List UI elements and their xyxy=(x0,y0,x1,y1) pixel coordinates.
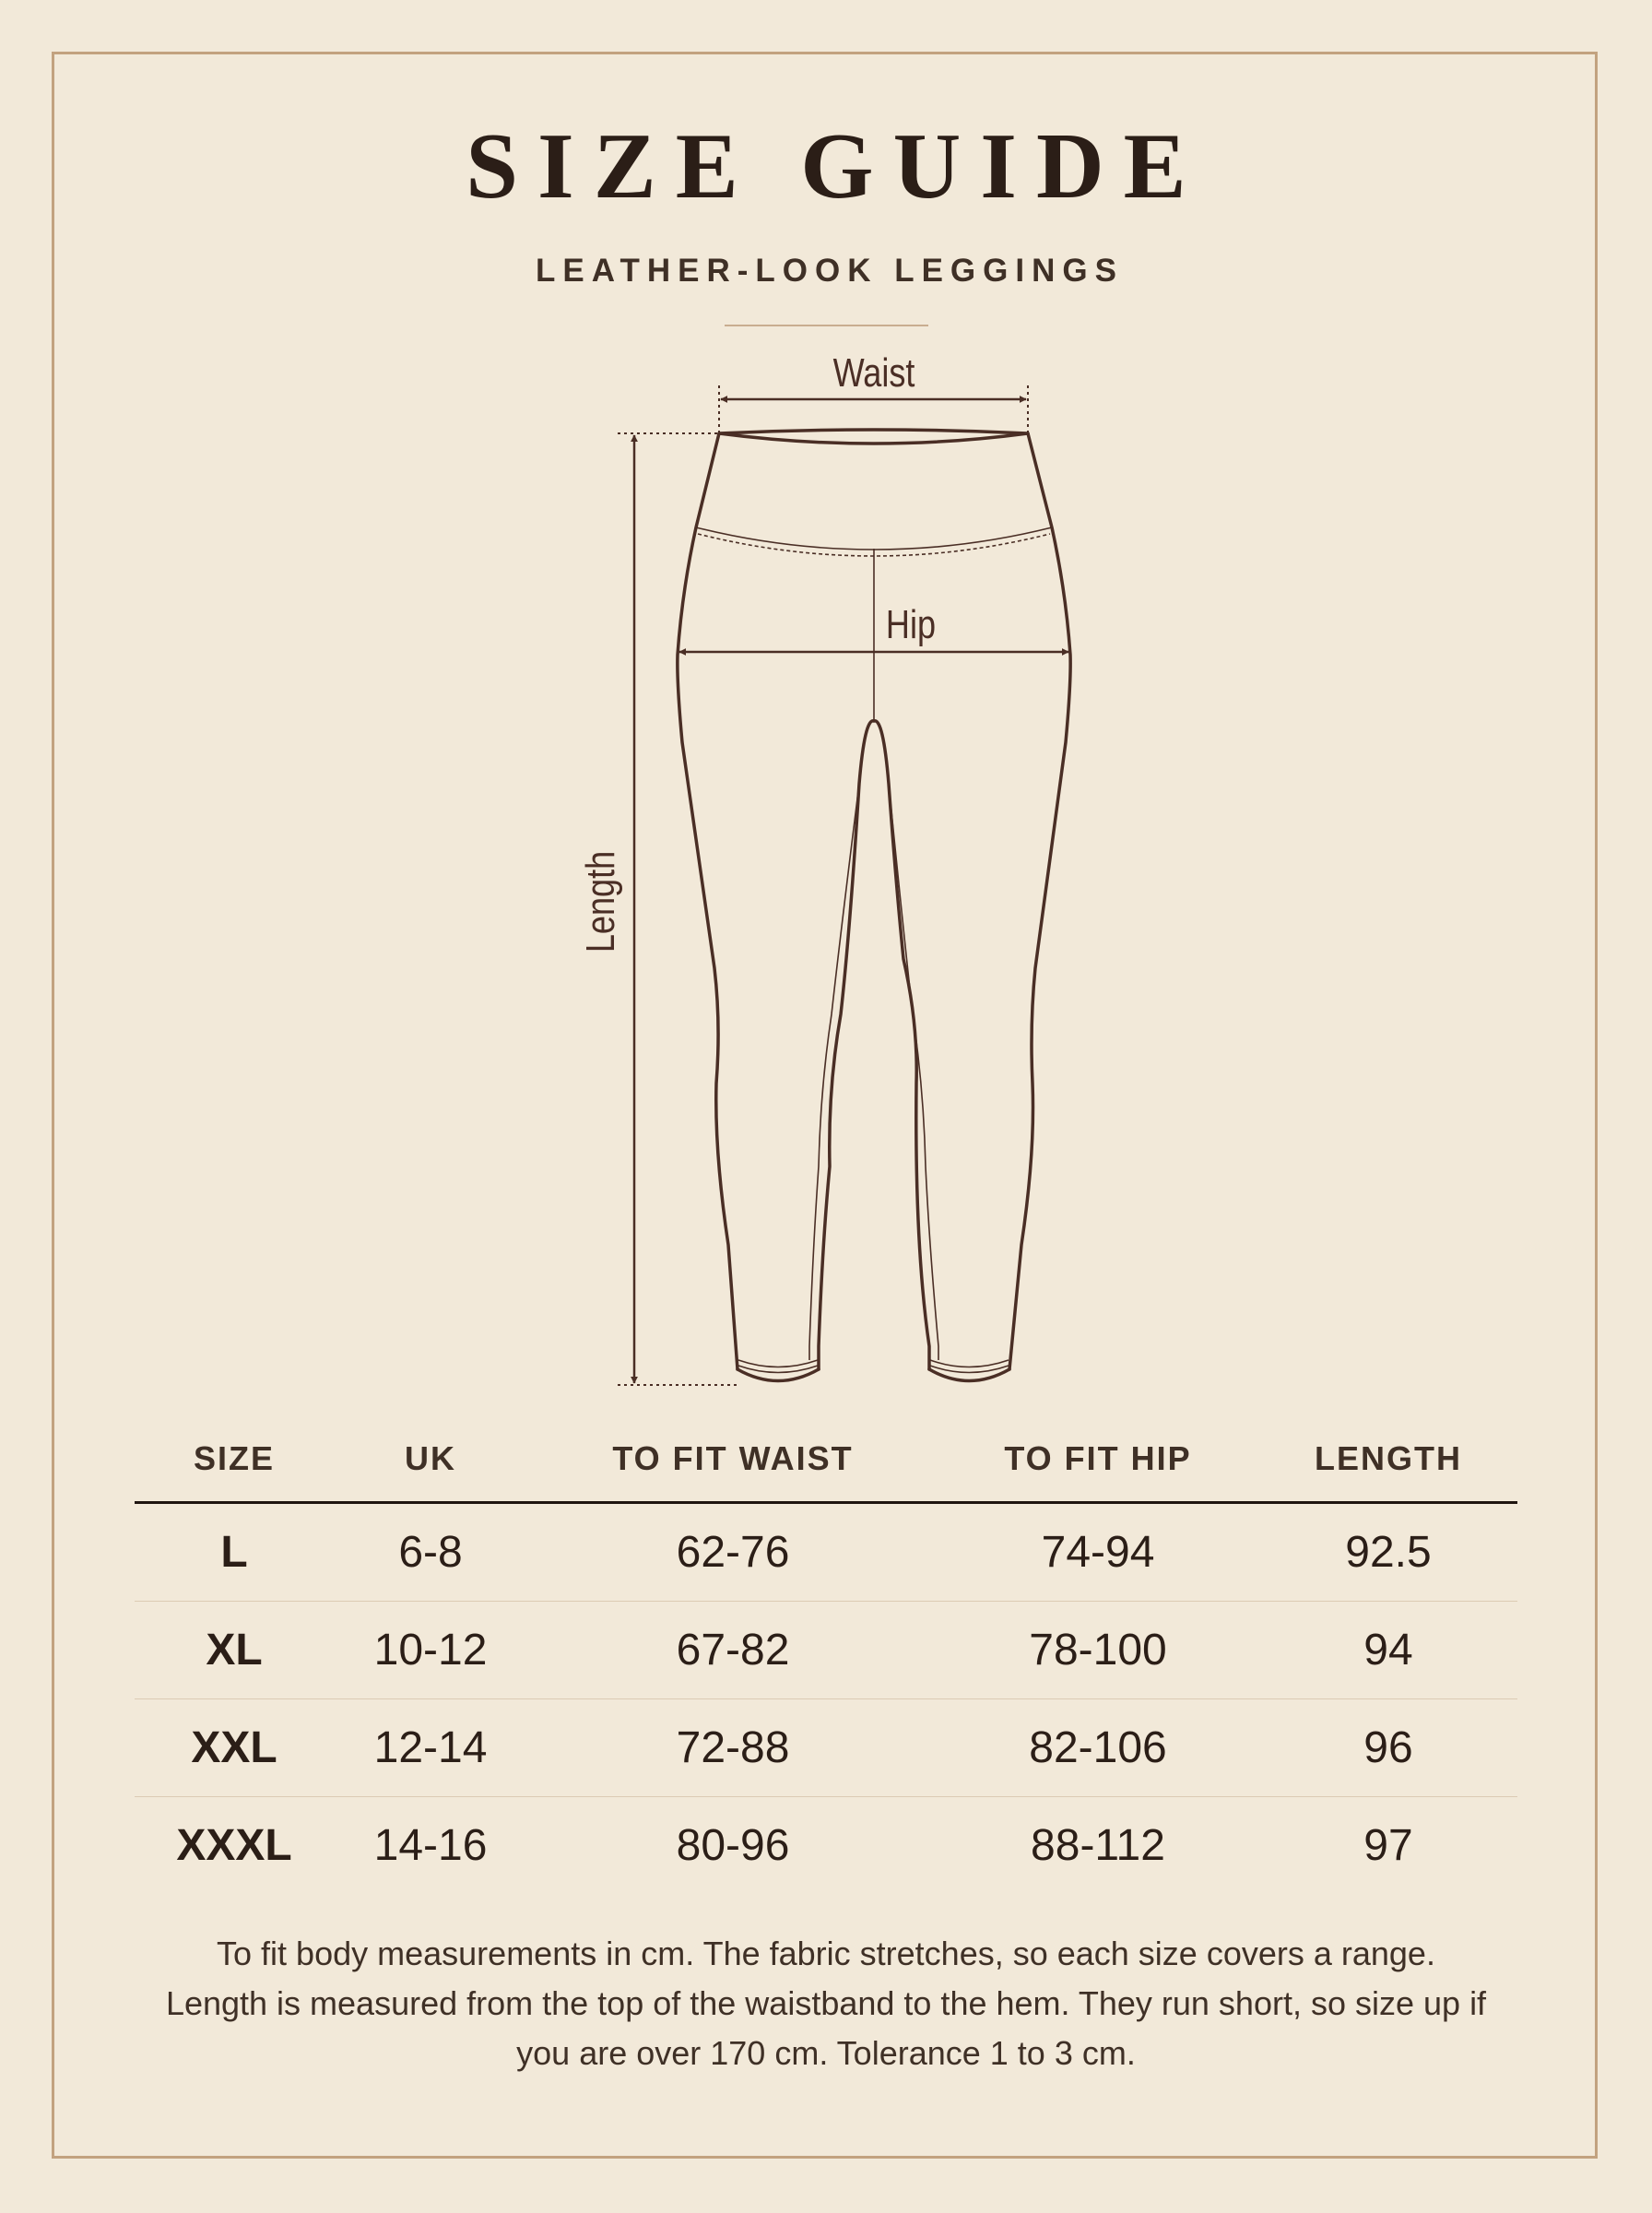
fit-note-line: Length is measured from the top of the waistband to the hem. They run short, so size up if xyxy=(165,1984,1487,2022)
column-header-hip: TO FIT HIP xyxy=(1004,1439,1192,1477)
hip-label: Hip xyxy=(885,601,937,647)
fit-note-line: you are over 170 cm. Tolerance 1 to 3 cm. xyxy=(516,2034,1136,2072)
waist-cell: 67-82 xyxy=(676,1626,790,1675)
size-cell: XXXL xyxy=(176,1821,292,1870)
waist-cell: 62-76 xyxy=(676,1528,790,1577)
length-cell: 97 xyxy=(1363,1821,1413,1870)
table-row xyxy=(135,1698,1517,1796)
size-cell: XL xyxy=(206,1626,263,1675)
fit-notes xyxy=(0,1929,1652,2078)
column-header-length: LENGTH xyxy=(1315,1439,1462,1477)
uk-cell: 10-12 xyxy=(373,1626,488,1675)
title-divider xyxy=(725,325,928,326)
size-table xyxy=(135,1426,1517,1894)
uk-cell: 12-14 xyxy=(373,1723,488,1772)
uk-cell: 14-16 xyxy=(373,1821,488,1870)
uk-cell: 6-8 xyxy=(398,1528,463,1577)
size-cell: XXL xyxy=(191,1723,277,1772)
length-label: Length xyxy=(577,850,623,953)
column-header-uk: UK xyxy=(405,1439,456,1477)
length-cell: 94 xyxy=(1363,1626,1413,1675)
table-row xyxy=(135,1601,1517,1698)
length-cell: 96 xyxy=(1363,1723,1413,1772)
table-header xyxy=(135,1426,1517,1504)
column-header-size: SIZE xyxy=(193,1439,276,1477)
hip-cell: 78-100 xyxy=(1029,1626,1167,1675)
table-row xyxy=(135,1504,1517,1601)
waist-cell: 80-96 xyxy=(676,1821,790,1870)
hip-cell: 74-94 xyxy=(1041,1528,1155,1577)
page-title: SIZE GUIDE xyxy=(466,114,1206,219)
waist-cell: 72-88 xyxy=(676,1723,790,1772)
hip-cell: 88-112 xyxy=(1031,1821,1165,1870)
fit-note-line: To fit body measurements in cm. The fabric stretches, so each size covers a range. xyxy=(217,1935,1435,1972)
page-subtitle: LEATHER-LOOK LEGGINGS xyxy=(536,253,1124,289)
size-cell: L xyxy=(220,1528,248,1577)
leggings-measurement-diagram xyxy=(553,337,1125,1406)
table-row xyxy=(135,1796,1517,1894)
waist-label: Waist xyxy=(832,349,915,396)
hip-cell: 82-106 xyxy=(1029,1723,1167,1772)
length-cell: 92.5 xyxy=(1345,1528,1432,1577)
column-header-waist: TO FIT WAIST xyxy=(612,1439,854,1477)
seam-lines xyxy=(696,527,1052,1373)
